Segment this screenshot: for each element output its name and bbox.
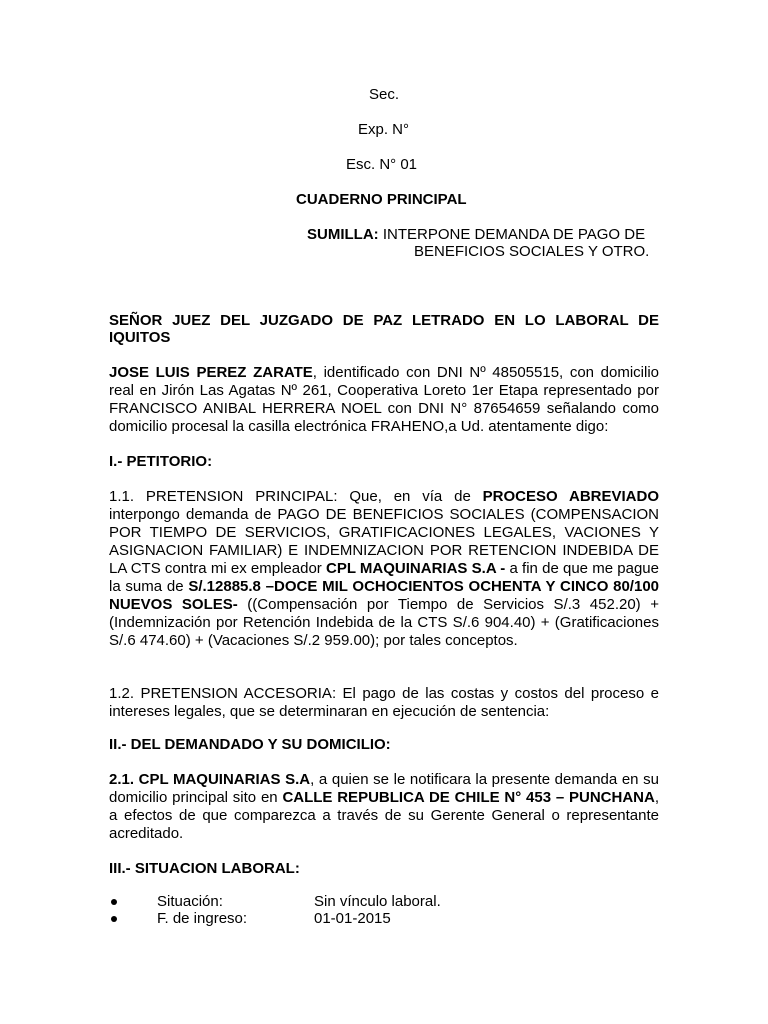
pretension-accesoria-paragraph: 1.2. PRETENSION ACCESORIA: El pago de las costas y costos del proceso e intereses legales, que se determinaran en ejecución de sentencia: [109, 685, 659, 720]
claim-amount: S/.12885.8 –DOCE MIL OCHOCIENTOS OCHENTA Y CINCO 80/100 NUEVOS SOLES- [109, 578, 660, 613]
addressee-line2: IQUITOS [109, 329, 171, 346]
pretension-principal-text-g: ((Compensación por Tiempo de Servicios S/.3 452.20) + (Indemnización por Retención Indebida de la CTS S/.6 904.40) + (Gratificaciones S/.6 474.60) + (Vacaciones S/.2 959.00); por tales conceptos. [109, 596, 659, 649]
sec-label: Sec. [369, 86, 400, 103]
pretension-principal-text-a: 1.1. PRETENSION PRINCIPAL: Que, en vía de [109, 488, 483, 505]
pretension-principal-text-c: interpongo demanda de PAGO DE BENEFICIOS SOCIALES (COMPENSACION POR TIEMPO DE SERVICIOS, GRATIFICACIONES LEGALES, VACIONES Y ASIGNACION FAMILIAR) E INDEMNIZACION POR RETENCION INDEBIDA DE LA CTS contra mi ex empleador [109, 506, 659, 577]
situacion-heading: III.- SITUACION LABORAL: [109, 860, 300, 877]
petitorio-heading: I.- PETITORIO: [109, 453, 213, 470]
sumilla-line1 [307, 226, 645, 244]
bullet-icon [111, 916, 117, 922]
demandado-name: 2.1. CPL MAQUINARIAS S.A [109, 771, 311, 788]
demandado-heading: II.- DEL DEMANDADO Y SU DOMICILIO: [109, 736, 391, 753]
exp-label: Exp. N° [358, 121, 410, 138]
esc-label: Esc. N° 01 [346, 156, 418, 173]
addressee-line1: SEÑOR JUEZ DEL JUZGADO DE PAZ LETRADO EN LO LABORAL DE [109, 312, 659, 329]
situacion-label: Situación: [157, 893, 223, 910]
defendant-name: CPL MAQUINARIAS S.A - [326, 560, 506, 577]
demandado-address: CALLE REPUBLICA DE CHILE N° 453 – PUNCHANA [282, 789, 655, 806]
bullet-icon [111, 899, 117, 905]
ingreso-label: F. de ingreso: [157, 910, 248, 927]
plaintiff-name: JOSE LUIS PEREZ ZARATE [109, 364, 313, 381]
sumilla-text-1: INTERPONE DEMANDA DE PAGO DE [382, 226, 646, 243]
situacion-value: Sin vínculo laboral. [314, 893, 441, 910]
cuaderno-title: CUADERNO PRINCIPAL [296, 191, 467, 208]
demandado-text-b: , a quien se le notificara la presente demanda en su domicilio principal sito en [109, 771, 659, 806]
pretension-principal-text-e: a fin de que me pague la suma de [109, 560, 659, 595]
demandado-text-d: , a efectos de que comparezca a través de su Gerente General o representante acreditado. [109, 789, 659, 842]
pretension-principal-paragraph [109, 488, 659, 650]
intro-paragraph [109, 364, 659, 436]
sumilla-label: SUMILLA: [307, 226, 379, 243]
demandado-paragraph [109, 771, 659, 843]
proceso-abreviado: PROCESO ABREVIADO [482, 488, 659, 505]
intro-text: , identificado con DNI Nº 48505515, con domicilio real en Jirón Las Agatas Nº 261, Cooperativa Loreto 1er Etapa representado por FRANCISCO ANIBAL HERRERA NOEL con DNI N° 87654659 señalando como domicilio procesal la casilla electrónica FRAHENO,a Ud. atentamente digo: [109, 364, 659, 435]
ingreso-value: 01-01-2015 [314, 910, 391, 927]
sumilla-text-2: BENEFICIOS SOCIALES Y OTRO. [414, 243, 650, 260]
